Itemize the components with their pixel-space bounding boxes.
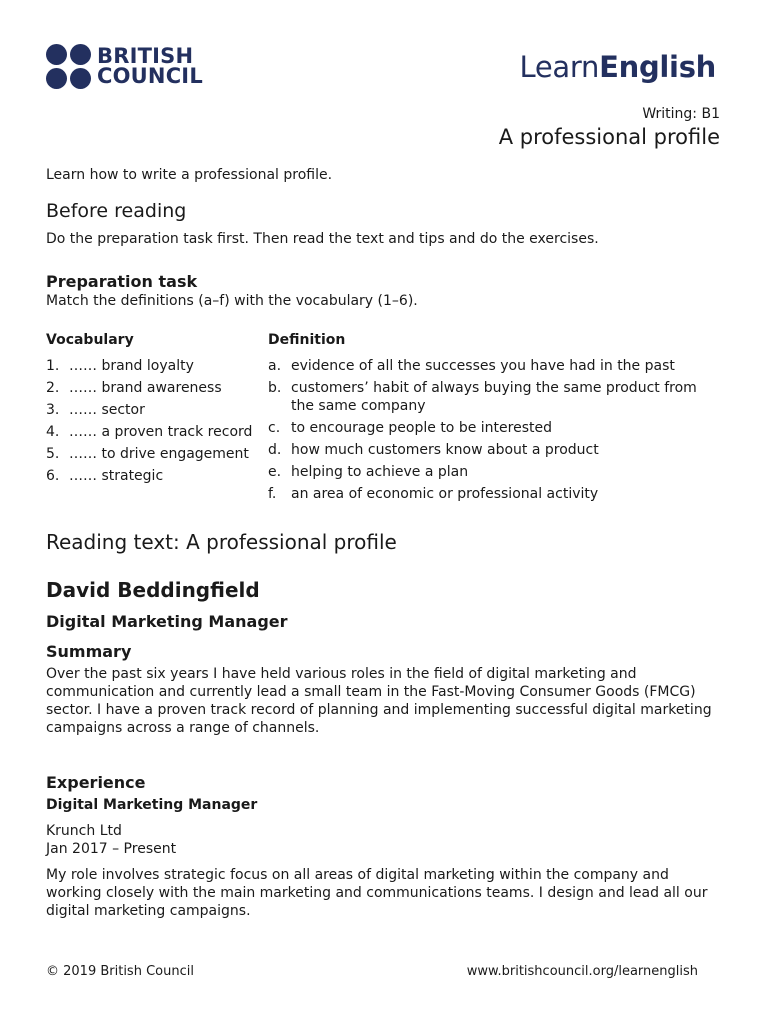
- definition-item: e. helping to achieve a plan: [268, 464, 469, 480]
- summary-text: Over the past six years I have held various roles in the field of digital marketing and communication and currently lead a small team in the Fast-Moving Consumer Goods (FMCG) sector. I have a proven track record of planning and implementing successful digital marketing campaigns across a range of channels.: [46, 666, 712, 736]
- document-title: A professional profile: [498, 125, 720, 149]
- level-label: Writing: B1: [642, 106, 720, 122]
- vocabulary-item: 5. …… to drive engagement: [46, 446, 249, 462]
- job-description: My role involves strategic focus on all areas of digital marketing within the company and working closely with the main marketing and communications teams. I design and lead all our digital marketing campaigns.: [46, 867, 708, 919]
- preparation-heading: Preparation task: [46, 272, 198, 291]
- vocabulary-item: 3. …… sector: [46, 402, 145, 418]
- british-council-logo: [46, 43, 216, 89]
- learnenglish-logo: LearnEnglish: [519, 50, 716, 84]
- person-role: Digital Marketing Manager: [46, 612, 288, 631]
- vocabulary-list: [46, 356, 256, 488]
- vocabulary-header: Vocabulary: [46, 332, 134, 348]
- job-dates: Jan 2017 – Present: [46, 841, 177, 857]
- footer-url[interactable]: www.britishcouncil.org/learnenglish: [466, 964, 698, 979]
- british-council-wordmark: BRITISH COUNCIL: [97, 44, 203, 88]
- before-reading-text: Do the preparation task first. Then read the text and tips and do the exercises.: [46, 231, 599, 247]
- job-title: Digital Marketing Manager: [46, 797, 258, 813]
- intro-text: Learn how to write a professional profile.: [46, 167, 333, 183]
- reading-heading: Reading text: A professional profile: [46, 530, 397, 554]
- vocabulary-item: 1. …… brand loyalty: [46, 358, 194, 374]
- definition-item: b. customers’ habit of always buying the same product from the same company: [268, 380, 697, 414]
- definition-item: c. to encourage people to be interested: [268, 420, 552, 436]
- vocabulary-item: 4. …… a proven track record: [46, 424, 253, 440]
- vocabulary-item: 6. …… strategic: [46, 468, 164, 484]
- preparation-instruction: Match the definitions (a–f) with the vocabulary (1–6).: [46, 293, 418, 309]
- company-name: Krunch Ltd: [46, 823, 122, 839]
- british-council-dots-icon: [46, 44, 91, 89]
- footer-copyright: © 2019 British Council: [46, 964, 194, 979]
- summary-heading: Summary: [46, 642, 132, 661]
- experience-heading: Experience: [46, 773, 146, 792]
- vocabulary-item: 2. …… brand awareness: [46, 380, 222, 396]
- definition-item: f. an area of economic or professional activity: [268, 486, 599, 502]
- definition-item: d. how much customers know about a product: [268, 442, 599, 458]
- definition-item: a. evidence of all the successes you have had in the past: [268, 358, 675, 374]
- definition-list: [268, 357, 718, 507]
- before-reading-heading: Before reading: [46, 200, 187, 222]
- definition-header: Definition: [268, 332, 346, 348]
- person-name: David Beddingfield: [46, 578, 260, 602]
